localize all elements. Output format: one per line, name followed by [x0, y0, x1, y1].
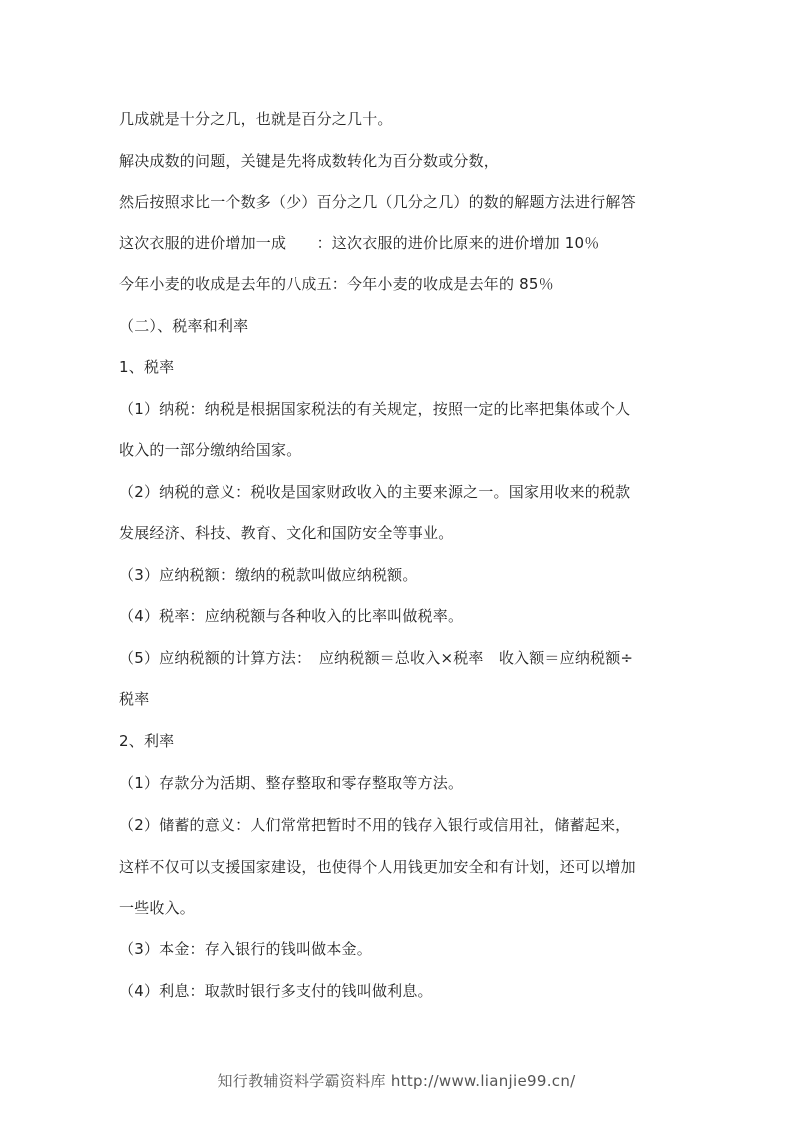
text-line: 一些收入。 — [119, 899, 196, 917]
text-line: 税率 — [119, 690, 150, 708]
section-heading: （二）、税率和利率 — [119, 317, 249, 335]
subsection-heading: 2、利率 — [119, 732, 175, 750]
text-line: （1）纳税：纳税是根据国家税法的有关规定，按照一定的比率把集体或个人 — [119, 400, 631, 418]
text-line: 收入的一部分缴纳给国家。 — [119, 441, 302, 459]
text-line: 这样不仅可以支援国家建设，也使得个人用钱更加安全和有计划，还可以增加 — [119, 858, 636, 876]
text-line: （2）纳税的意义：税收是国家财政收入的主要来源之一。国家用收来的税款 — [119, 483, 631, 501]
text-line: 今年小麦的收成是去年的八成五：今年小麦的收成是去年的 85％ — [119, 275, 554, 293]
text-line: （1）存款分为活期、整存整取和零存整取等方法。 — [119, 774, 464, 792]
text-line: （4）利息：取款时银行多支付的钱叫做利息。 — [119, 982, 433, 1000]
text-line: （2）储蓄的意义：人们常常把暂时不用的钱存入银行或信用社，储蓄起来， — [119, 816, 631, 834]
text-line: 然后按照求比一个数多（少）百分之几（几分之几）的数的解题方法进行解答 — [119, 193, 636, 211]
text-line: 解决成数的问题，关键是先将成数转化为百分数或分数， — [119, 152, 500, 170]
text-line: 这次衣服的进价增加一成 ：这次衣服的进价比原来的进价增加 10％ — [119, 234, 600, 252]
text-line: （3）应纳税额：缴纳的税款叫做应纳税额。 — [119, 566, 418, 584]
text-line: （4）税率：应纳税额与各种收入的比率叫做税率。 — [119, 607, 464, 625]
subsection-heading: 1、税率 — [119, 358, 175, 376]
text-line: 发展经济、科技、教育、文化和国防安全等事业。 — [119, 524, 454, 542]
text-line: （3）本金：存入银行的钱叫做本金。 — [119, 940, 372, 958]
text-line: 几成就是十分之几，也就是百分之几十。 — [119, 110, 393, 128]
footer-watermark: 知行教辅资料学霸资料库 http://www.lianjie99.cn/ — [217, 1072, 576, 1090]
text-line: （5）应纳税额的计算方法： 应纳税额＝总收入×税率 收入额＝应纳税额÷ — [119, 649, 634, 667]
